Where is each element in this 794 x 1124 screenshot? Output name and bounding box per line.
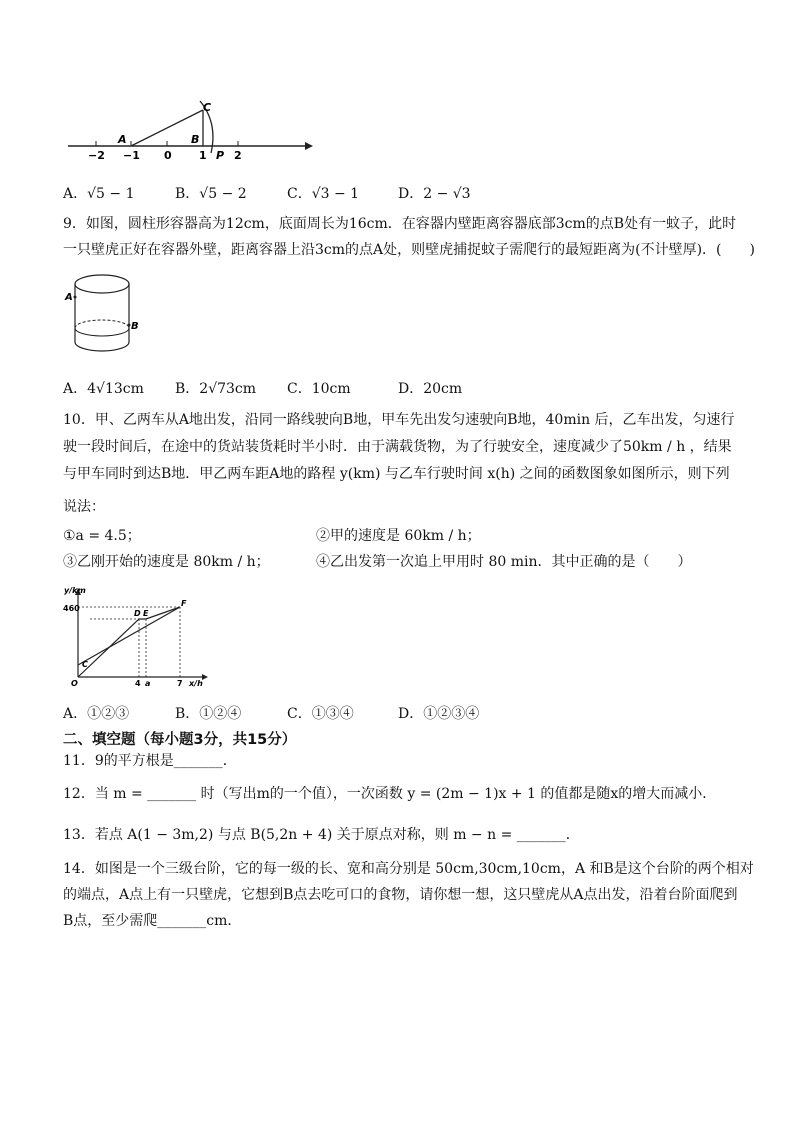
tick-neg2: −2 xyxy=(88,149,105,162)
label-C: C xyxy=(203,101,212,114)
tick-0: 0 xyxy=(164,149,172,162)
graph-ylabel: y/km xyxy=(64,586,86,595)
q10-function-graph xyxy=(62,583,212,688)
q10-statement-4: ④乙出发第一次追上甲用时 80 min．其中正确的是（ ） xyxy=(316,554,692,570)
cylinder-figure xyxy=(62,270,142,360)
graph-tick-7: 7 xyxy=(177,679,183,688)
q9-line-2: 一只壁虎正好在容器外壁，距离容器上沿3cm的点A处，则壁虎捕捉蚊子需爬行的最短距离为(不计壁厚)．( ) xyxy=(63,242,755,258)
q9-option-c: C．10cm xyxy=(287,381,351,397)
q10-option-d: D．①②③④ xyxy=(398,706,480,722)
q8-option-d: D．2 − √3 xyxy=(398,186,471,202)
tick-neg1: −1 xyxy=(123,149,140,162)
q10-option-c: C．①③④ xyxy=(287,706,354,722)
q9-option-d: D．20cm xyxy=(398,381,463,397)
graph-point-F: F xyxy=(181,599,187,608)
graph-y460: 460 xyxy=(63,604,80,613)
q10-line-4: 说法： xyxy=(63,499,105,515)
q10-statement-3: ③乙刚开始的速度是 80km / h； xyxy=(63,554,270,570)
q11-text: 11．9的平方根是_______． xyxy=(63,753,237,769)
q14-line-1: 14．如图是一个三级台阶，它的每一级的长、宽和高分别是 50cm,30cm,10cm，A 和B是这个台阶的两个相对 xyxy=(63,861,754,877)
graph-point-E: E xyxy=(143,609,149,618)
q8-option-c: C．√3 − 1 xyxy=(287,186,360,202)
tick-1: 1 xyxy=(199,149,207,162)
q8-option-b: B．√5 − 2 xyxy=(175,186,247,202)
tick-2: 2 xyxy=(234,149,242,162)
q9-option-b: B．2√73cm xyxy=(175,381,257,397)
label-B: B xyxy=(191,133,200,146)
graph-origin: O xyxy=(71,679,78,688)
cylinder-label-B: B xyxy=(131,321,139,332)
q10-option-b: B．①②④ xyxy=(175,706,242,722)
q9-option-a: A．4√13cm xyxy=(63,381,144,397)
q12-text: 12．当 m = _______ 时（写出m的一个值），一次函数 y = (2m − 1)x + 1 的值都是随x的增大而减小． xyxy=(63,786,717,802)
q9-line-1: 9．如图，圆柱形容器高为12cm，底面周长为16cm．在容器内壁距离容器底部3cm的点B处有一蚊子，此时 xyxy=(63,216,737,232)
q13-text: 13．若点 A(1 − 3m,2) 与点 B(5,2n + 4) 关于原点对称，则 m − n = _______． xyxy=(63,827,580,843)
q14-line-3: B点，至少需爬_______cm． xyxy=(63,913,242,929)
graph-tick-a: a xyxy=(145,679,151,688)
q10-line-1: 10．甲、乙两车从A地出发，沿同一路线驶向B地，甲车先出发匀速驶向B地，40min 后，乙车出发，匀速行 xyxy=(63,412,735,428)
graph-xlabel: x/h xyxy=(189,679,203,688)
label-P: P xyxy=(216,149,225,162)
q10-line-3: 与甲车同时到达B地．甲乙两车距A地的路程 y(km) 与乙车行驶时间 x(h) 之间的函数图象如图所示，则下列 xyxy=(63,466,730,482)
graph-point-C: C xyxy=(82,660,88,669)
q10-option-a: A．①②③ xyxy=(63,706,130,722)
label-A: A xyxy=(118,133,127,146)
q10-statement-1: ①a = 4.5； xyxy=(63,528,141,544)
q14-line-2: 的端点，A点上有一只壁虎，它想到B点去吃可口的食物，请你想一想，这只壁虎从A点出发，沿着台阶面爬到 xyxy=(63,887,738,903)
q10-statement-2: ②甲的速度是 60km / h； xyxy=(316,528,481,544)
section-heading-fill-in: 二、填空题（每小题3分，共15分） xyxy=(63,732,297,748)
cylinder-label-A: A xyxy=(65,292,73,303)
number-line-figure xyxy=(60,95,320,165)
graph-point-D: D xyxy=(134,609,141,618)
q10-line-2: 驶一段时间后，在途中的货站装货耗时半小时．由于满载货物，为了行驶安全，速度减少了50km / h ，结果 xyxy=(63,439,732,455)
q8-option-a: A．√5 − 1 xyxy=(63,186,135,202)
graph-tick-4: 4 xyxy=(135,679,141,688)
